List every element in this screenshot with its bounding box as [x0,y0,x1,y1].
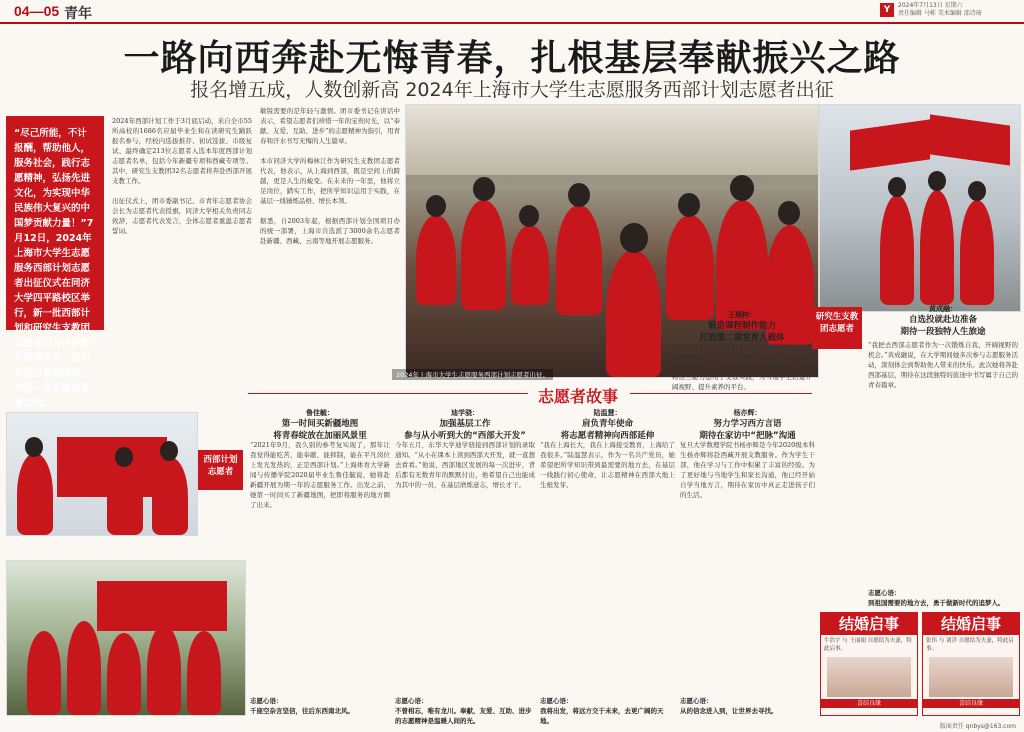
ad-2-label: 喜结良缘 [923,699,1019,708]
story-6-head [868,304,1018,338]
story-1-head [250,408,390,442]
main-photo-caption: 2024年上海市大学生志愿服务西部计划志愿者出征。 [392,369,553,380]
article-column-2: 敏锐需要的是年轻与激情。团市委书记在讲话中表示，希望志愿者们珍惜一年的宝贵时光，以“奉献、友爱、互助、进步”的志愿精神为指引，用青春和汗水书写无悔的人生篇章。 本市同济大学的梅林江作为研究生支教团志愿者代表，他表示，从上海到西部，既是空间上的跨越，更是人生的蜕变。在未来的一年里，他将立足岗位，踏实工作，把所学知识运用于实践，在基层一线锤炼品格、增长本领。 据悉，自2003年起，根据西部计划全国项目办的统一部署，上海市共选派了3000余名志愿者赴新疆、西藏、云南等地开展志愿服务。 [260,107,400,245]
story-1-note: 志愿心语： 千座空杂言坚信，往后东西南北风。 [250,697,354,715]
footer-contact: 版面责任 qnbys@163.com [939,723,1016,730]
story-2-note: 志愿心语： 不曾相忘，唯有龙川。奉献、友爱、互助、进步的志愿精神是温暖人间的光。 [395,697,532,725]
ad-1-label: 喜结良缘 [821,699,917,708]
section-rule-left [248,393,528,394]
story-5-head [672,310,812,344]
right-photo [819,104,1021,312]
story-4-head [680,408,815,442]
story-6-body: “我把去西部志愿者作为一次锻炼自我、开阔视野的机会。”黄成融说，在大学期间她多次参与志愿服务活动，深刻体会到帮助他人带来的快乐。此次她将奔赴西部基层，期待在这段独特的旅途中书写属于自己的青春篇章。 [868,341,1018,389]
story-4-note: 志愿心语： 从的信念进入到，让世界去寻找。 [680,697,778,715]
story-6-note: 志愿心语： 到祖国需要的地方去，勇于做新时代的追梦人。 [868,589,1005,607]
story-5-name: 王瑞梓： [728,311,756,319]
page-header [0,0,1024,24]
label-right-photo: 研究生支教团志愿者 [812,307,862,349]
ad-1-text: 牛浩宇 与 王丽娟 自愿结为夫妻，特此启事。 [824,638,912,652]
section-rule-right [630,393,812,394]
ad-2-photo [929,657,1013,697]
label-left-photo: 西部计划志愿者 [198,450,243,490]
story-2-headline: 加强基层工作 参与从小听到大的“西部大开发” [404,419,526,441]
story-5-headline: 锻造课程制作能力 打造第二课堂育人载体 [699,321,785,343]
story-3-head [540,408,675,442]
team-photo-top [6,412,198,536]
story-4-body: 复旦大学数理学院书杨亦辉是今年2020级本科生杨亦辉将赴西藏开展支教服务。作为学生干部，他在学习与工作中积累了丰富的经验。为了更好地与当地学生和家长沟通，他已经开始自学当地方言，期待在家访中真正走进孩子们的生活。 [680,441,815,499]
wedding-ad-2 [922,612,1020,716]
story-3-note: 志愿心语： 我将出发，将远方交于未来，去更广阔的天地。 [540,697,664,725]
page-footer [0,719,1024,732]
team-photo-bottom [6,560,246,716]
story-1-body: “2021年9月，我久别的参考复实现了，那年让我觉得能吃苦、能奉献、能抑制，能在平凡岗位上发光发热的，正是西部计划。”上海体育大学新闻与传播学院2020届毕业生鲁佳毓说，她将赴新疆开展为期一年的志愿服务工作。出发之前，她第一时间买了新疆地图，把即将服务的地方圈了出来。 [250,441,390,509]
section-name: 青年 [64,6,92,22]
lead-quote-box [6,116,104,409]
story-2-name: 迪学骁： [451,409,479,417]
story-6-headline: 自选投就赴边准备 期待一段独特人生旅途 [900,315,986,337]
section-title: 志愿者故事 [538,387,619,406]
story-4-name: 杨亦辉： [733,409,762,417]
ad-1-photo [827,657,911,697]
issue-meta: 2024年7月13日 星期六 责任编辑 马栋 美术编辑 邵诗琦 [898,2,982,17]
article-column-1: 2024年西部计划工作于3月底启动，来自全市55所高校的1686名应届毕业生和在读研究生踊跃报名参与，经校内选拔推荐、初试选拔、市级复试、最终确定213位志愿者入选本年度西部计划志愿者名单，包括今年新疆专项和西藏专项等。其中，研究生支教团32名志愿者将奔赴西部开展支教工作。 出征仪式上，团市委副书记、市青年志愿者协会会长为志愿者代表授旗，同济大学相关负责同志致辞，志愿者代表发言，全体志愿者重温志愿者誓词。 [112,117,252,235]
ad-2-title: 结婚启事 [923,613,1019,635]
story-6-name: 黄成融： [929,305,957,313]
story-4-headline: 努力学习西方言语 期待在家访中“把脉”沟通 [699,419,796,441]
story-5-body: 来自同济大学交通工程专业的王瑞梓即将前往西部开展为期一年的“第二课堂”支教工作。她在大学期间积累了丰富的课程策划与制作经验，希望将这些能力运用于支教实践，为当地学生搭建开阔视野、提升素养的平台。 [672,343,812,391]
headline: 一路向西奔赴无悔青春，扎根基层奉献振兴之路 [123,38,901,79]
story-3-name: 陆温慧： [593,409,622,417]
page-number: 04—05 [14,3,60,19]
story-3-body: “我在上海长大，我在上海接受教育，上海给了我很多。”陆温慧表示，作为一名共产党员，她希望把所学知识带到最需要的地方去，在基层一线践行初心使命，让志愿精神在西部大地上生根发芽。 [540,441,675,489]
story-3-headline: 肩负青年使命 将志愿者精神向西部延伸 [560,419,655,441]
story-2-body: 今年五月，东华大学迪学骁接到西部计划的录取通知。“从小在课本上读到西部大开发，就一直想去看看。”他说，西部地区发展的每一次进步，背后都有无数青年的默默付出，他希望自己也能成为其中的一员，在基层磨炼意志，增长才干。 [395,441,535,489]
story-2-head [395,408,535,442]
newspaper-logo-icon: Y [880,3,894,17]
story-1-headline: 第一时间买新疆地图 将青春绽放在加丽风景里 [273,419,367,441]
subheadline: 报名增五成，人数创新高 2024年上海市大学生志愿服务西部计划志愿者出征 [190,79,834,101]
wedding-ad-1 [820,612,918,716]
lead-quote: “尽己所能，不计报酬，帮助他人，服务社会，践行志愿精神，弘扬先进文化，为实现中华民族伟大复兴的中国梦贡献力量！”7月12日，2024年上海市大学生志愿服务西部计划志愿者出征仪式在同济大学四平路校区举行，新一批西部计划和研究生支教团志愿者们的铮铮誓言铿锵有力，他们将接力奉献西部，奔赴一场无悔的青春之约。 [14,128,94,409]
ad-1-title: 结婚启事 [821,613,917,635]
story-1-name: 鲁佳毓： [306,409,334,417]
ad-2-text: 张伟 与 刘洋 自愿结为夫妻，特此启事。 [926,638,1014,652]
